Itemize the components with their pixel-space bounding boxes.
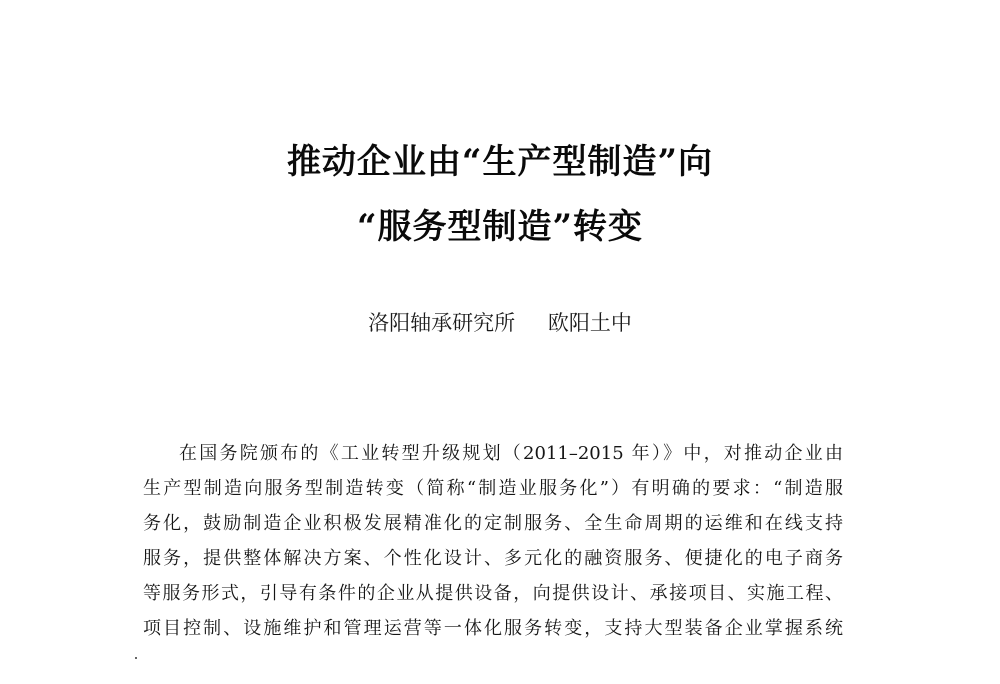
- article-title-line-2: “服务型制造”转变: [356, 207, 644, 247]
- author-name: 欧阳土中: [547, 311, 632, 335]
- scan-speck: [135, 657, 137, 659]
- article-body: [143, 436, 843, 646]
- body-line: 务化，鼓励制造企业积极发展精准化的定制服务、全生命周期的运维和在线支持: [143, 513, 843, 534]
- body-line: 项目控制、设施维护和管理运营等一体化服务转变，支持大型装备企业掌握系统: [143, 618, 843, 639]
- byline: [0, 308, 1000, 338]
- body-line: 生产型制造向服务型制造转变（简称“制造业服务化”）有明确的要求：“制造服: [143, 478, 843, 499]
- body-line: 服务，提供整体解决方案、个性化设计、多元化的融资服务、便捷化的电子商务: [143, 548, 843, 569]
- author-institution: 洛阳轴承研究所: [368, 311, 516, 335]
- body-line: 等服务形式，引导有条件的企业从提供设备，向提供设计、承接项目、实施工程、: [143, 583, 843, 604]
- article-title-line-1: 推动企业由“生产型制造”向: [286, 142, 714, 182]
- body-line: 在国务院颁布的《工业转型升级规划（2011–2015 年）》中，对推动企业由: [179, 443, 843, 464]
